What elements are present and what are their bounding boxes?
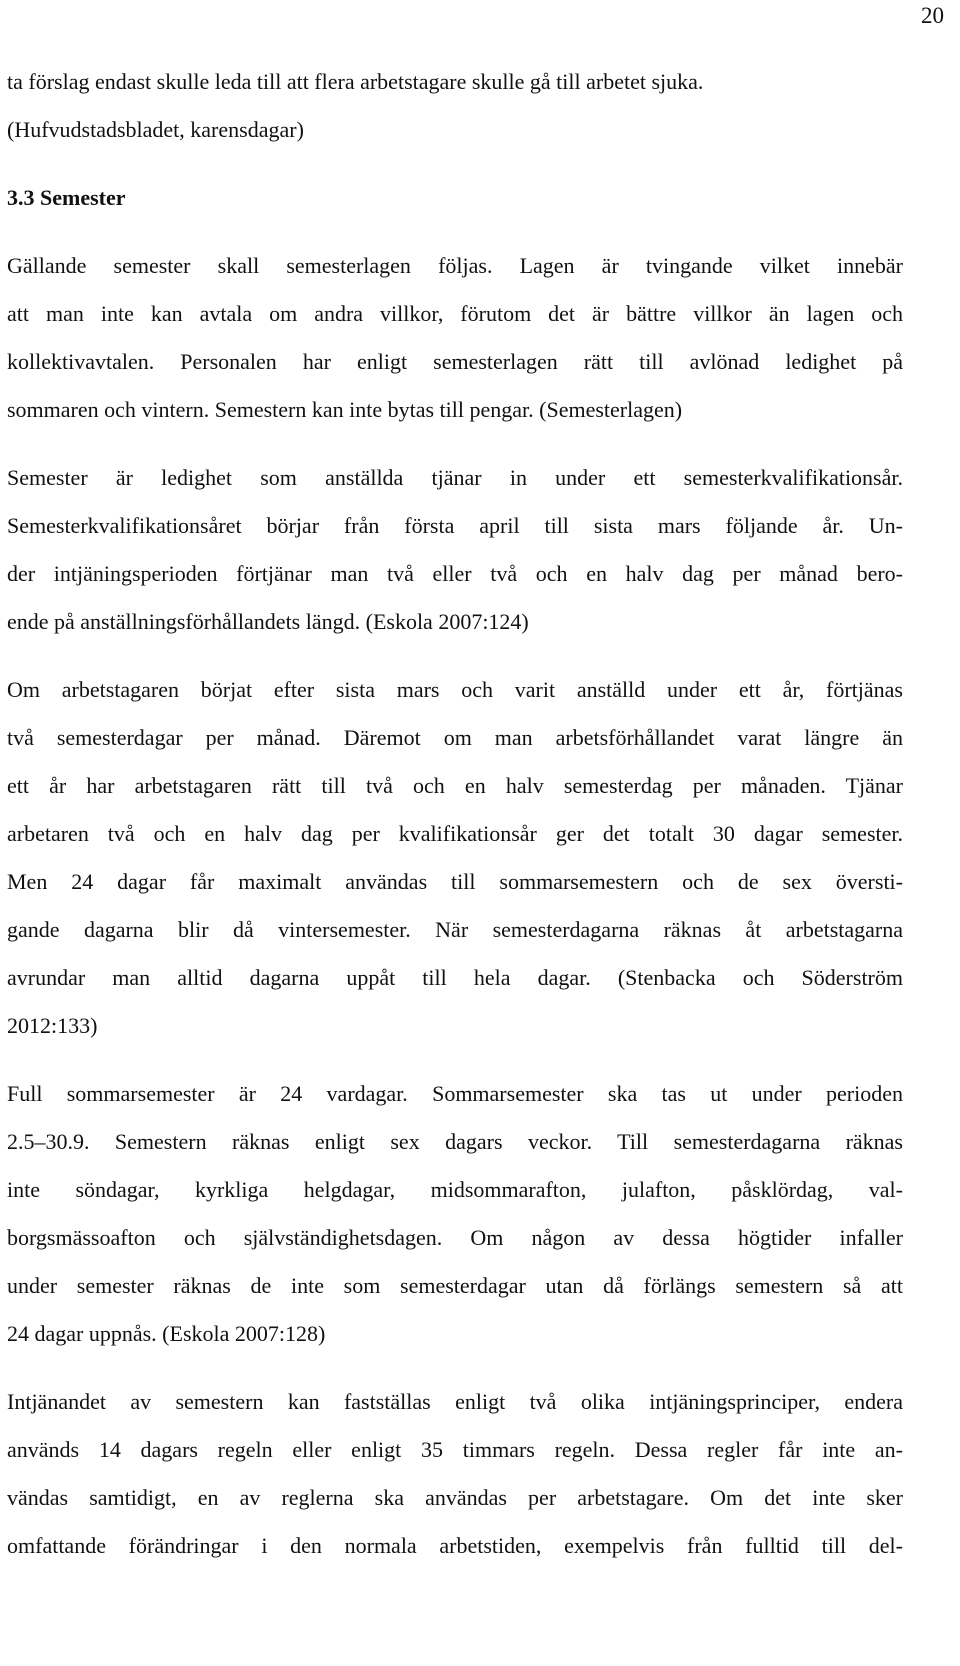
- text-line: ett år har arbetstagaren rätt till två och en halv semesterdag per månaden. Tjänar: [7, 773, 903, 798]
- text-line: ende på anställningsförhållandets längd. (Eskola 2007:124): [7, 609, 529, 634]
- paragraph: [7, 666, 903, 1050]
- text-line: Semesterkvalifikationsåret börjar från första april till sista mars följande år. Un-: [7, 513, 903, 538]
- text-line: 2.5–30.9. Semestern räknas enligt sex dagars veckor. Till semesterdagarna räknas: [7, 1129, 903, 1154]
- heading-text: 3.3 Semester: [7, 185, 126, 210]
- text-line: Semester är ledighet som anställda tjänar in under ett semesterkvalifikationsår.: [7, 465, 903, 490]
- text-line: der intjäningsperioden förtjänar man två eller två och en halv dag per månad bero-: [7, 561, 903, 586]
- text-line: ta förslag endast skulle leda till att flera arbetstagare skulle gå till arbetet sjuka.: [7, 69, 704, 94]
- paragraph-spacer: [7, 222, 903, 242]
- paragraph: [7, 1378, 903, 1570]
- text-line: (Hufvudstadsbladet, karensdagar): [7, 117, 304, 142]
- paragraph-spacer: [7, 1050, 903, 1070]
- paragraph-spacer: [7, 434, 903, 454]
- text-line: att man inte kan avtala om andra villkor, förutom det är bättre villkor än lagen och: [7, 301, 903, 326]
- text-line: Gällande semester skall semesterlagen följas. Lagen är tvingande vilket innebär: [7, 253, 903, 278]
- text-line: kollektivavtalen. Personalen har enligt semesterlagen rätt till avlönad ledighet på: [7, 349, 903, 374]
- paragraph: [7, 1070, 903, 1358]
- text-line: inte söndagar, kyrkliga helgdagar, midsommarafton, julafton, påsklördag, val-: [7, 1177, 903, 1202]
- paragraph-spacer: [7, 646, 903, 666]
- text-line: borgsmässoafton och självständighetsdagen. Om någon av dessa högtider infaller: [7, 1225, 903, 1250]
- text-line: 24 dagar uppnås. (Eskola 2007:128): [7, 1321, 326, 1346]
- document-body: [7, 58, 903, 1570]
- text-line: två semesterdagar per månad. Däremot om man arbetsförhållandet varat längre än: [7, 725, 903, 750]
- text-line: avrundar man alltid dagarna uppåt till hela dagar. (Stenbacka och Söderström: [7, 965, 903, 990]
- paragraph: [7, 454, 903, 646]
- paragraph: [7, 242, 903, 434]
- paragraph-spacer: [7, 1358, 903, 1378]
- paragraph-spacer: [7, 154, 903, 174]
- text-line: 2012:133): [7, 1013, 98, 1038]
- text-line: omfattande förändringar i den normala arbetstiden, exempelvis från fulltid till del-: [7, 1533, 903, 1558]
- text-line: används 14 dagars regeln eller enligt 35 timmars regeln. Dessa regler får inte an-: [7, 1437, 903, 1462]
- text-line: Om arbetstagaren börjat efter sista mars och varit anställd under ett år, förtjänas: [7, 677, 903, 702]
- paragraph: [7, 58, 903, 154]
- section-heading: [7, 174, 903, 222]
- text-line: sommaren och vintern. Semestern kan inte bytas till pengar. (Semesterlagen): [7, 397, 683, 422]
- text-line: vändas samtidigt, en av reglerna ska användas per arbetstagare. Om det inte sker: [7, 1485, 903, 1510]
- text-line: Intjänandet av semestern kan fastställas enligt två olika intjäningsprinciper, endera: [7, 1389, 903, 1414]
- text-line: gande dagarna blir då vintersemester. När semesterdagarna räknas åt arbetstagarna: [7, 917, 903, 942]
- text-line: Men 24 dagar får maximalt användas till sommarsemestern och de sex översti-: [7, 869, 903, 894]
- page-number: 20: [921, 3, 944, 28]
- text-line: Full sommarsemester är 24 vardagar. Sommarsemester ska tas ut under perioden: [7, 1081, 903, 1106]
- text-line: under semester räknas de inte som semesterdagar utan då förlängs semestern så att: [7, 1273, 903, 1298]
- text-line: arbetaren två och en halv dag per kvalifikationsår ger det totalt 30 dagar semester.: [7, 821, 903, 846]
